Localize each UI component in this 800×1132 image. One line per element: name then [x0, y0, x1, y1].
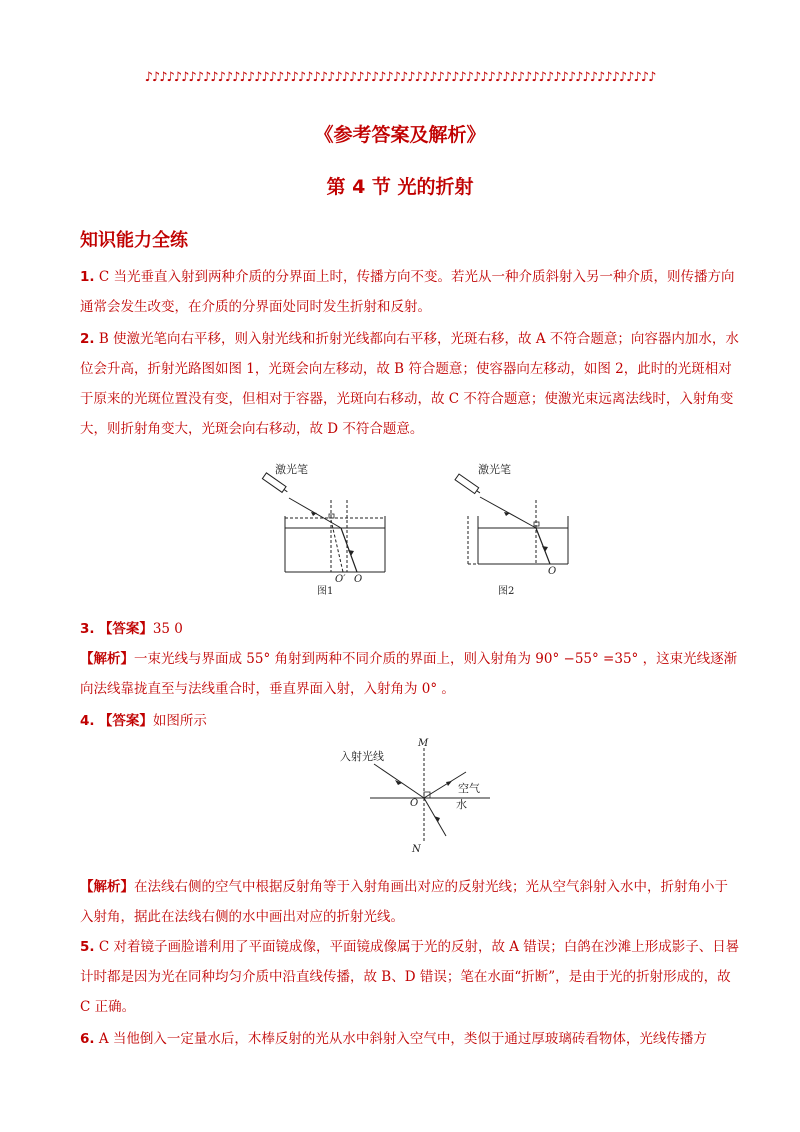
fig1-caption: 图1 — [317, 586, 334, 595]
item-number: 5. — [80, 939, 95, 955]
item-number: 6. — [80, 1031, 95, 1047]
item-text: C 对着镜子画脸谱利用了平面镜成像，平面镜成像属于光的反射，故 A 错误；白鸽在沙滩上形成影子、日晷计时都是因为光在同种均匀介质中沿直线传播，故 B、D 错误；笔在水面“折断”，是由于光的折射形成的，故 C 正确。 — [80, 939, 740, 1015]
fig3-incident-label: 入射光线 — [340, 750, 384, 763]
analysis-tag: 【解析】 — [80, 651, 134, 667]
page-title: 《参考答案及解析》 — [314, 124, 486, 146]
fig3-water-label: 水 — [456, 798, 467, 811]
answer-item-4 — [80, 706, 740, 736]
fig2-pen-label: 激光笔 — [478, 463, 511, 476]
answer-tag: 【答案】 — [98, 621, 153, 637]
answer-item-1 — [80, 262, 740, 322]
analysis-tag: 【解析】 — [80, 879, 134, 895]
fig3-air-label: 空气 — [458, 782, 480, 795]
answer-item-5 — [80, 932, 740, 1022]
fig3-m-label: M — [418, 738, 429, 749]
item-number: 3. — [80, 621, 95, 637]
figure-2 — [450, 460, 580, 599]
item-number: 2. — [80, 331, 95, 347]
figure-3 — [340, 736, 500, 860]
item-text: C 当光垂直入射到两种介质的分界面上时，传播方向不变。若光从一种介质斜射入另一种介质，则传播方向通常会发生改变，在介质的分界面处同时发生折射和反射。 — [80, 269, 735, 315]
subsection-title: 知识能力全练 — [80, 230, 188, 251]
figure-1 — [255, 460, 405, 599]
fig1-pen-label: 激光笔 — [275, 463, 308, 476]
analysis-text: 一束光线与界面成 55° 角射到两种不同介质的界面上，则入射角为 90° −55° =35° ，这束光线逐渐向法线靠拢直至与法线重合时，垂直界面入射，入射角为 0° 。 — [80, 651, 738, 697]
decorative-music-notes: ♪♪♪♪♪♪♪♪♪♪♪♪♪♪♪♪♪♪♪♪♪♪♪♪♪♪♪♪♪♪♪♪♪♪♪♪♪♪♪♪♪♪♪♪♪♪♪♪♪♪♪♪♪♪♪♪♪♪♪♪♪♪♪♪♪♪♪♪♪♪ — [144, 70, 656, 85]
answer-item-3 — [80, 614, 740, 704]
answer-text: 如图所示 — [152, 713, 207, 729]
fig1-point-o: O — [354, 574, 363, 585]
fig2-caption: 图2 — [498, 586, 515, 595]
fig3-o-label: O — [410, 798, 419, 809]
answer-item-4-analysis — [80, 872, 740, 932]
answer-text: 35 0 — [152, 621, 183, 637]
section-heading: 第 4 节 光的折射 — [326, 176, 474, 198]
answer-tag: 【答案】 — [98, 713, 153, 729]
item-text: B 使激光笔向右平移，则入射光线和折射光线都向右平移，光斑右移，故 A 不符合题意；向容器内加水，水位会升高，折射光路图如图 1，光斑会向左移动，故 B 符合题意；使容器向左移动，如图 2，此时的光斑相对于原来的光斑位置没有变，但相对于容器，光斑向右移动，故 C 不符合题意；使激光束远离法线时，入射角变大，则折射角变大，光斑会向右移动，故 D 不符合题意。 — [80, 331, 739, 437]
item-text: A 当他倒入一定量水后，木棒反射的光从水中斜射入空气中，类似于通过厚玻璃砖看物体，光线传播方 — [98, 1031, 707, 1047]
item-number: 4. — [80, 713, 95, 729]
item-number: 1. — [80, 269, 95, 285]
answer-item-2 — [80, 324, 740, 444]
fig1-point-o-prime: O′ — [335, 574, 346, 585]
answer-item-6 — [80, 1024, 740, 1054]
fig3-n-label: N — [412, 844, 421, 855]
analysis-text: 在法线右侧的空气中根据反射角等于入射角画出对应的反射光线；光从空气斜射入水中，折射角小于入射角，据此在法线右侧的水中画出对应的折射光线。 — [80, 879, 728, 925]
fig2-point-o: O — [548, 566, 557, 577]
